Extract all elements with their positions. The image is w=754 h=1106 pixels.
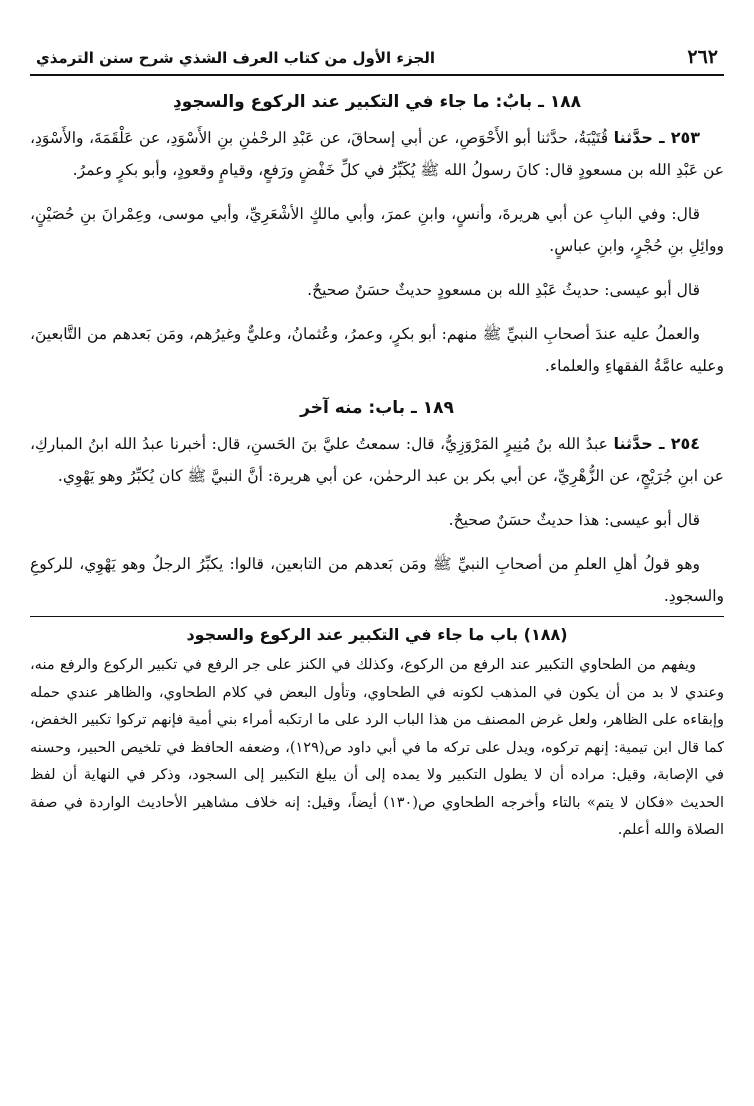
commentary-heading: (١٨٨) باب ما جاء في التكبير عند الركوع والسجود: [186, 625, 568, 644]
chapter-189-body: [30, 428, 724, 612]
commentary-divider: [30, 616, 724, 617]
page-number: ٢٦٢: [687, 46, 718, 68]
commentary-text: ويفهم من الطحاوي التكبير عند الرفع من الركوع، وكذلك في الكنز على جر الرفع في تكبير الركوع والرفع منه، وعندي لا بد من أن يكون في المذهب لكونه في الطحاوي، وتأول البعض في كلام الطحاوي، والظاهر عندي حمله وإبقاءه على الظاهر، ولعل غرض المصنف من هذا الباب الرد على ما ارتكبه أمراء بني أمية فإنهم تركوا تكبير الخفض، كما قال ابن تيمية: إنهم تركوه، ويدل على تركه ما في أبي داود ص(١٢٩)، وضعفه الحافظ في تلخيص الحبير، وحسنه في الإصابة، وقيل: مراده أن لا يطول التكبير ولا يمده إلى أن يبلغ التكبير إلى السجود، وذكر في النهاية أن لفظ الحديث «فكان لا يتم» بالتاء وأخرجه الطحاوي ص(١٣٠) أيضاً، وقيل: إنه خلاف مشاهير الأحاديث الواردة في صفة الصلاة والله أعلم.: [30, 657, 724, 838]
chapter-189-para-1: قال أبو عيسى: هذا حديثٌ حسَنٌ صحيحٌ.: [448, 511, 700, 529]
chapter-188-para-2: قال أبو عيسى: حديثُ عَبْدِ الله بن مسعودٍ حديثٌ حسَنٌ صحيحٌ.: [307, 281, 700, 299]
hadith-254: [30, 428, 724, 492]
hadith-254-number: ٢٥٤ ـ حدَّثنا: [613, 434, 700, 453]
chapter-heading-188: ١٨٨ ـ بابٌ: ما جاء في التكبير عند الركوع والسجودِ: [173, 92, 581, 112]
hadith-253: [30, 122, 724, 186]
running-header: [30, 46, 724, 76]
hadith-254-text: عبدُ الله بنُ مُنِيرٍ المَرْوَزِيُّ، قال: سمعتُ عليَّ بنَ الحَسنِ، قال: أخبرنا عبدُ الله ابنُ المباركِ، عن ابنِ جُرَيْجٍ، عن الزُّهْرِيِّ، عن أبي بكر بن عبد الرحمٰن، عن أبي هريرة: أنَّ النبيَّ ﷺ كان يُكبِّرُ وهو يَهْوِي.: [30, 435, 724, 485]
chapter-188-body: [30, 122, 724, 382]
hadith-253-text: قُتَيْبَةُ، حدَّثنا أبو الأَحْوَصِ، عن أبي إسحاقَ، عن عَبْدِ الرحْمٰنِ بنِ الأَسْوَدِ، عن عَلْقَمَةَ، والأَسْوَدِ، عن عَبْدِ الله بن مسعودٍ قال: كانَ رسولُ الله ﷺ يُكَبِّرُ في كلِّ خَفْضٍ ورَفعٍ، وقيامٍ وقعودٍ، وأبو بكرٍ وعمرُ.: [30, 129, 724, 179]
chapter-188-para-3: والعملُ عليه عندَ أصحابِ النبيِّ ﷺ منهم: أبو بكرٍ، وعمرُ، وعُثمانُ، وعليٌّ وغيرُهم، ومَن بَعدهم من التَّابعينَ، وعليه عامَّةُ الفقهاءِ والعلماء.: [30, 325, 724, 375]
chapter-188-para-1: قال: وفي البابِ عن أبي هريرةَ، وأنسٍ، وابنِ عمرَ، وأبي مالكٍ الأشْعَرِيِّ، وأبي موسى، وعِمْرانَ بنِ حُصَيْنٍ، ووائِلِ بنِ حُجْرٍ، وابنِ عباسٍ.: [30, 205, 724, 255]
chapter-189-para-2: وهو قولُ أهلِ العلمِ من أصحابِ النبيِّ ﷺ ومَن بَعدهم من التابعين، قالوا: يكبِّرُ الرجلُ وهو يَهْوِي، للركوعِ والسجودِ.: [30, 555, 724, 605]
hadith-253-number: ٢٥٣ ـ حدَّثنا: [613, 128, 700, 147]
commentary-body: [30, 652, 724, 845]
book-title: الجزء الأول من كتاب العرف الشذي شرح سنن الترمذي: [36, 49, 435, 67]
chapter-heading-189: ١٨٩ ـ باب: منه آخر: [300, 398, 454, 418]
